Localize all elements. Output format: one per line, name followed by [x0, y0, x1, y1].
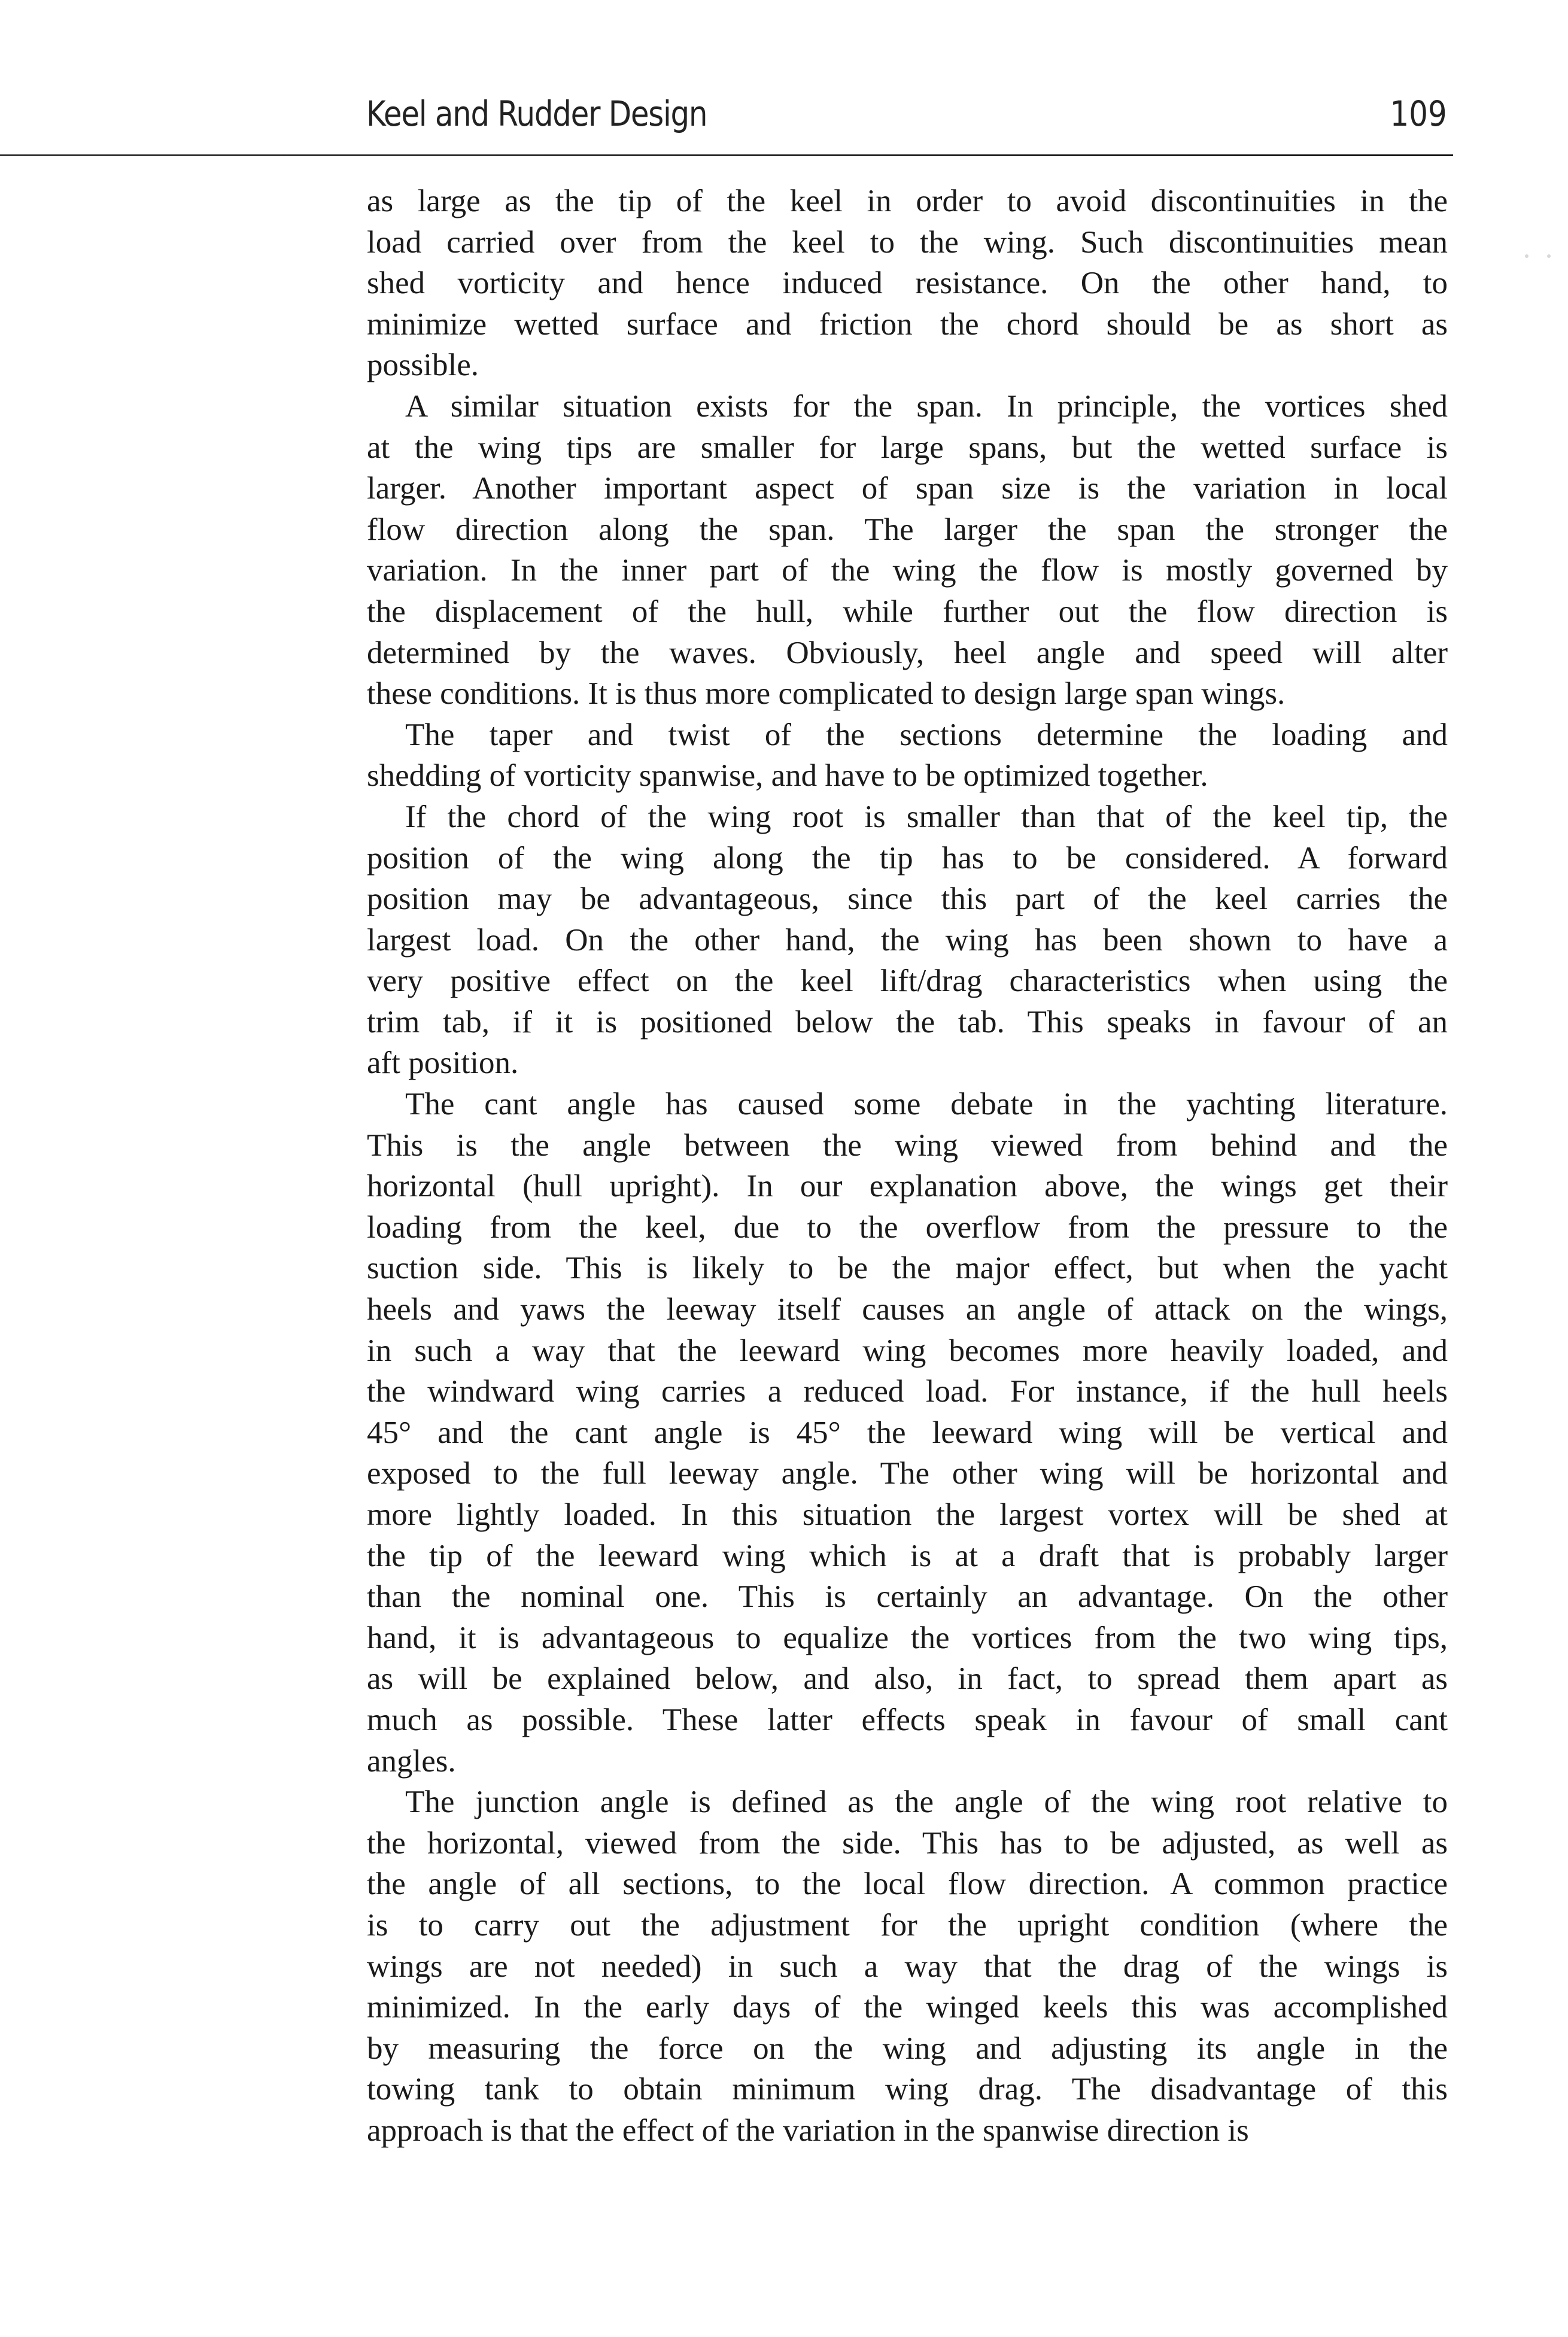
- text-line: aft position.: [367, 1046, 519, 1081]
- page-number: 109: [1390, 93, 1447, 134]
- text-line: than the nominal one. This is certainly an advantage. On the other: [367, 1579, 1448, 1615]
- text-line: very positive effect on the keel lift/drag characteristics when using the: [367, 964, 1448, 999]
- text-line: load carried over from the keel to the wing. Such discontinuities mean: [367, 224, 1448, 260]
- chapter-title: Keel and Rudder Design: [366, 93, 707, 134]
- text-line: determined by the waves. Obviously, heel angle and speed will alter: [367, 635, 1448, 670]
- text-line: heels and yaws the leeway itself causes an angle of attack on the wings,: [367, 1292, 1448, 1327]
- paragraph: [367, 715, 1448, 797]
- text-line: The taper and twist of the sections determine the loading and: [405, 717, 1448, 752]
- text-line: suction side. This is likely to be the major effect, but when the yacht: [367, 1251, 1448, 1286]
- text-line: towing tank to obtain minimum wing drag. The disadvantage of this: [367, 2072, 1448, 2107]
- text-line: these conditions. It is thus more complicated to design large span wings.: [367, 676, 1286, 712]
- text-line: shed vorticity and hence induced resistance. On the other hand, to: [367, 266, 1448, 301]
- scan-speck: [1547, 254, 1551, 258]
- text-line: hand, it is advantageous to equalize the vortices from the two wing tips,: [367, 1620, 1448, 1655]
- running-header: [366, 90, 1447, 138]
- text-line: This is the angle between the wing viewed from behind and the: [367, 1128, 1448, 1163]
- text-line: variation. In the inner part of the wing the flow is mostly governed by: [367, 553, 1448, 588]
- text-line: If the chord of the wing root is smaller than that of the keel tip, the: [405, 799, 1448, 834]
- paragraph: [367, 797, 1448, 1084]
- paragraph: [367, 1084, 1448, 1782]
- paragraph: [367, 386, 1448, 715]
- text-line: The cant angle has caused some debate in the yachting literature.: [405, 1087, 1448, 1122]
- text-line: minimize wetted surface and friction the chord should be as short as: [367, 306, 1448, 342]
- text-line: at the wing tips are smaller for large spans, but the wetted surface is: [367, 430, 1448, 465]
- text-line: A similar situation exists for the span. In principle, the vortices shed: [405, 388, 1448, 424]
- text-line: exposed to the full leeway angle. The other wing will be horizontal and: [367, 1456, 1448, 1491]
- header-rule: [0, 154, 1453, 156]
- text-line: angles.: [367, 1743, 456, 1779]
- text-line: approach is that the effect of the variation in the spanwise direction is: [367, 2113, 1249, 2148]
- text-line: the displacement of the hull, while further out the flow direction is: [367, 594, 1448, 629]
- text-line: position of the wing along the tip has to be considered. A forward: [367, 840, 1448, 876]
- text-line: flow direction along the span. The larger the span the stronger the: [367, 512, 1448, 547]
- text-line: much as possible. These latter effects speak in favour of small cant: [367, 1702, 1448, 1737]
- text-line: horizontal (hull upright). In our explanation above, the wings get their: [367, 1169, 1448, 1204]
- text-line: the angle of all sections, to the local flow direction. A common practice: [367, 1867, 1448, 1902]
- text-line: largest load. On the other hand, the wing has been shown to have a: [367, 922, 1448, 958]
- text-line: shedding of vorticity spanwise, and have to be optimized together.: [367, 758, 1208, 794]
- text-line: the windward wing carries a reduced load. For instance, if the hull heels: [367, 1374, 1448, 1409]
- paragraph: [367, 1782, 1448, 2151]
- text-line: position may be advantageous, since this part of the keel carries the: [367, 882, 1448, 917]
- text-line: the horizontal, viewed from the side. This has to be adjusted, as well as: [367, 1825, 1448, 1861]
- paragraph: [367, 181, 1448, 386]
- text-line: possible.: [367, 348, 479, 383]
- scan-speck: [1525, 254, 1529, 258]
- text-line: trim tab, if it is positioned below the tab. This speaks in favour of an: [367, 1004, 1448, 1040]
- text-line: The junction angle is defined as the angle of the wing root relative to: [405, 1785, 1448, 1820]
- body-text: [367, 181, 1448, 2151]
- text-line: wings are not needed) in such a way that the drag of the wings is: [367, 1949, 1448, 1984]
- text-line: by measuring the force on the wing and adjusting its angle in the: [367, 2031, 1448, 2066]
- text-line: larger. Another important aspect of span size is the variation in local: [367, 471, 1448, 506]
- text-line: in such a way that the leeward wing becomes more heavily loaded, and: [367, 1333, 1448, 1368]
- text-line: is to carry out the adjustment for the upright condition (where the: [367, 1907, 1448, 1943]
- text-line: as will be explained below, and also, in fact, to spread them apart as: [367, 1661, 1448, 1697]
- text-line: 45° and the cant angle is 45° the leeward wing will be vertical and: [367, 1415, 1448, 1450]
- text-line: minimized. In the early days of the winged keels this was accomplished: [367, 1990, 1448, 2025]
- text-line: more lightly loaded. In this situation the largest vortex will be shed at: [367, 1497, 1448, 1532]
- text-line: loading from the keel, due to the overflow from the pressure to the: [367, 1209, 1448, 1245]
- text-line: the tip of the leeward wing which is at a draft that is probably larger: [367, 1538, 1448, 1573]
- text-line: as large as the tip of the keel in order to avoid discontinuities in the: [367, 184, 1448, 218]
